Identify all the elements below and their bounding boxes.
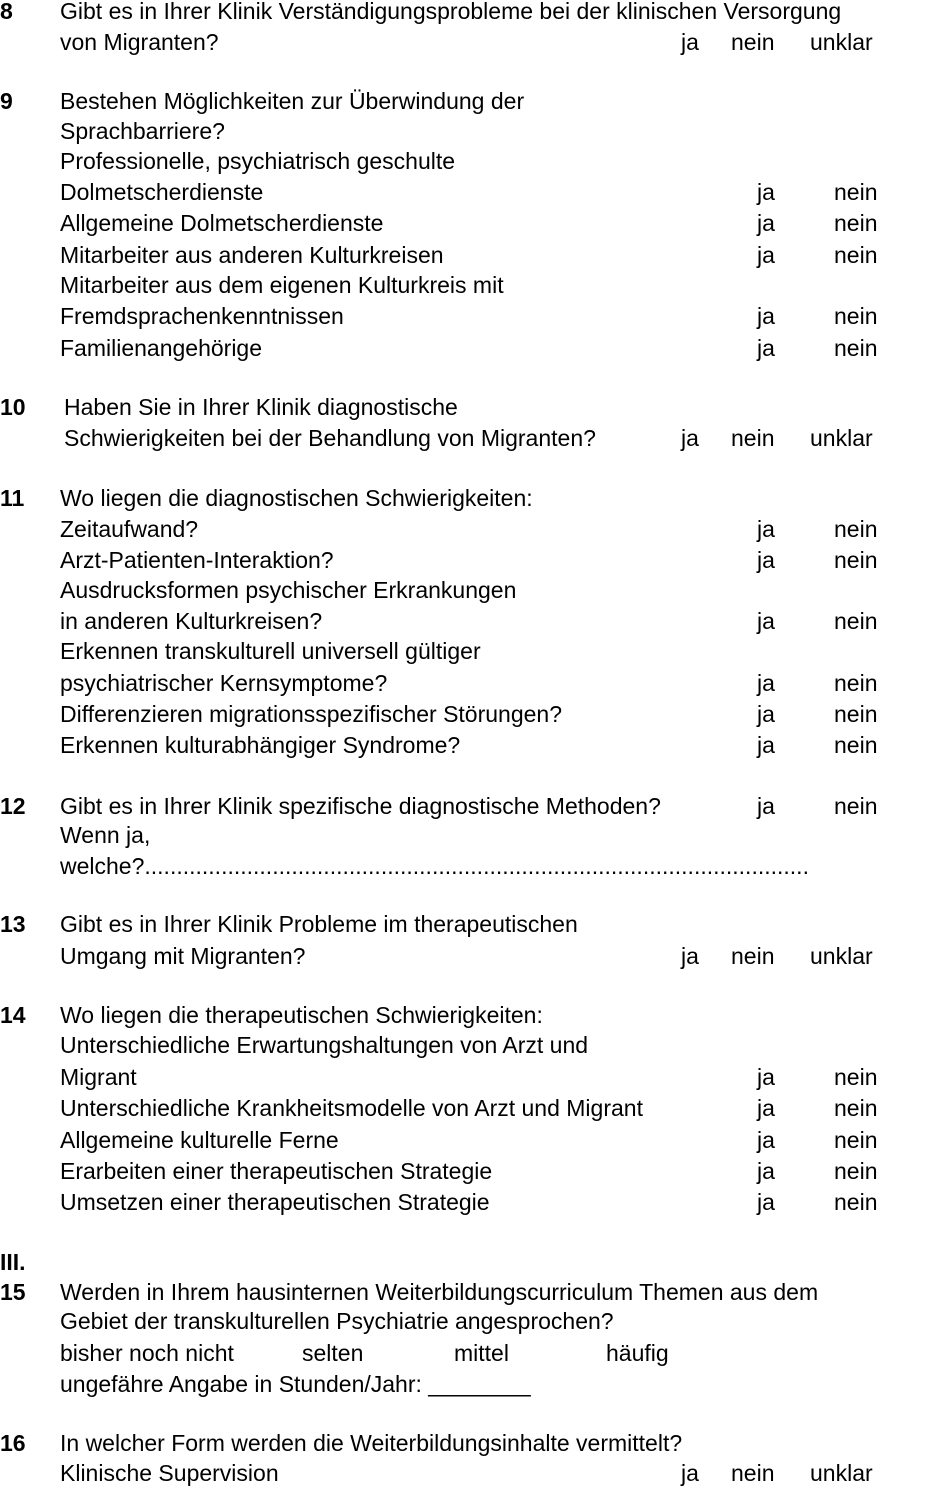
option-unklar[interactable]: unklar — [810, 29, 873, 55]
item-text: Allgemeine kulturelle Ferne — [60, 1127, 339, 1153]
item-text: Erkennen transkulturell universell gültiger — [60, 638, 481, 664]
question-number: 14 — [0, 1002, 26, 1028]
answer-field[interactable]: welche?........................................................................................................ — [60, 853, 809, 879]
option-ja[interactable]: ja — [757, 1064, 775, 1090]
option-bisher-noch-nicht[interactable]: bisher noch nicht — [60, 1340, 234, 1366]
item-text: Professionelle, psychiatrisch geschulte — [60, 148, 456, 174]
item-text: Erarbeiten einer therapeutischen Strategie — [60, 1158, 493, 1184]
item-text: Unterschiedliche Erwartungshaltungen von Arzt und — [60, 1032, 589, 1058]
question-number: 8 — [0, 0, 13, 24]
item-text: Migrant — [60, 1064, 137, 1090]
item-text: Ausdrucksformen psychischer Erkrankungen — [60, 577, 517, 603]
option-nein[interactable]: nein — [834, 608, 878, 634]
option-unklar[interactable]: unklar — [810, 1460, 873, 1486]
option-nein[interactable]: nein — [731, 29, 775, 55]
option-nein[interactable]: nein — [731, 425, 775, 451]
question-text: Wenn ja, — [60, 822, 151, 848]
option-ja[interactable]: ja — [757, 242, 775, 268]
option-ja[interactable]: ja — [757, 179, 775, 205]
section-heading: III. — [0, 1249, 26, 1275]
option-ja[interactable]: ja — [757, 335, 775, 361]
option-ja[interactable]: ja — [681, 29, 699, 55]
question-text: von Migranten? — [60, 29, 219, 55]
item-text: Arzt-Patienten-Interaktion? — [60, 547, 334, 573]
option-nein[interactable]: nein — [731, 943, 775, 969]
option-nein[interactable]: nein — [834, 1189, 878, 1215]
question-number: 16 — [0, 1430, 26, 1456]
option-ja[interactable]: ja — [757, 1158, 775, 1184]
item-text: Unterschiedliche Krankheitsmodelle von Arzt und Migrant — [60, 1095, 643, 1121]
option-nein[interactable]: nein — [834, 335, 878, 361]
option-nein[interactable]: nein — [834, 303, 878, 329]
question-number: 12 — [0, 793, 26, 819]
option-nein[interactable]: nein — [834, 732, 878, 758]
option-nein[interactable]: nein — [731, 1460, 775, 1486]
option-ja[interactable]: ja — [757, 793, 775, 819]
question-number: 13 — [0, 911, 26, 937]
item-text: Mitarbeiter aus dem eigenen Kulturkreis mit — [60, 272, 504, 298]
question-number: 9 — [0, 88, 13, 114]
option-unklar[interactable]: unklar — [810, 943, 873, 969]
option-ja[interactable]: ja — [757, 670, 775, 696]
option-ja[interactable]: ja — [757, 303, 775, 329]
option-ja[interactable]: ja — [681, 1460, 699, 1486]
question-number: 11 — [0, 485, 25, 511]
option-unklar[interactable]: unklar — [810, 425, 873, 451]
question-text: Bestehen Möglichkeiten zur Überwindung der — [60, 88, 525, 114]
question-text: Gibt es in Ihrer Klinik Probleme im therapeutischen — [60, 911, 578, 937]
hours-field[interactable]: ungefähre Angabe in Stunden/Jahr: ________ — [60, 1371, 531, 1397]
item-text: Allgemeine Dolmetscherdienste — [60, 210, 384, 236]
item-text: psychiatrischer Kernsymptome? — [60, 670, 388, 696]
option-ja[interactable]: ja — [757, 701, 775, 727]
option-ja[interactable]: ja — [757, 210, 775, 236]
item-text: Familienangehörige — [60, 335, 263, 361]
question-text: Schwierigkeiten bei der Behandlung von Migranten? — [64, 425, 596, 451]
option-mittel[interactable]: mittel — [454, 1340, 509, 1366]
item-text: Klinische Supervision — [60, 1460, 279, 1486]
option-nein[interactable]: nein — [834, 210, 878, 236]
question-text: Gibt es in Ihrer Klinik Verständigungsprobleme bei der klinischen Versorgung — [60, 0, 842, 24]
option-ja[interactable]: ja — [757, 516, 775, 542]
item-text: Erkennen kulturabhängiger Syndrome? — [60, 732, 461, 758]
option-nein[interactable]: nein — [834, 516, 878, 542]
option-ja[interactable]: ja — [681, 943, 699, 969]
option-ja[interactable]: ja — [757, 1127, 775, 1153]
option-ja[interactable]: ja — [757, 1189, 775, 1215]
option-haeufig[interactable]: häufig — [606, 1340, 669, 1366]
option-ja[interactable]: ja — [757, 732, 775, 758]
item-text: Dolmetscherdienste — [60, 179, 264, 205]
option-ja[interactable]: ja — [757, 1095, 775, 1121]
option-nein[interactable]: nein — [834, 547, 878, 573]
option-nein[interactable]: nein — [834, 793, 878, 819]
option-ja[interactable]: ja — [757, 547, 775, 573]
option-ja[interactable]: ja — [757, 608, 775, 634]
option-nein[interactable]: nein — [834, 179, 878, 205]
question-text: In welcher Form werden die Weiterbildungsinhalte vermittelt? — [60, 1430, 683, 1456]
item-text: Differenzieren migrationsspezifischer Störungen? — [60, 701, 563, 727]
option-selten[interactable]: selten — [302, 1340, 364, 1366]
question-text: Gibt es in Ihrer Klinik spezifische diagnostische Methoden? — [60, 793, 661, 819]
option-nein[interactable]: nein — [834, 670, 878, 696]
item-text: in anderen Kulturkreisen? — [60, 608, 323, 634]
question-number: 15 — [0, 1279, 26, 1305]
item-text: Umsetzen einer therapeutischen Strategie — [60, 1189, 490, 1215]
option-nein[interactable]: nein — [834, 1095, 878, 1121]
question-text: Wo liegen die therapeutischen Schwierigkeiten: — [60, 1002, 543, 1028]
item-text: Fremdsprachenkenntnissen — [60, 303, 344, 329]
question-text: Gebiet der transkulturellen Psychiatrie angesprochen? — [60, 1308, 614, 1334]
question-text: Haben Sie in Ihrer Klinik diagnostische — [64, 394, 458, 420]
question-text: Werden in Ihrem hausinternen Weiterbildungscurriculum Themen aus dem — [60, 1279, 819, 1305]
option-nein[interactable]: nein — [834, 1158, 878, 1184]
option-ja[interactable]: ja — [681, 425, 699, 451]
option-nein[interactable]: nein — [834, 1127, 878, 1153]
question-number: 10 — [0, 394, 26, 420]
option-nein[interactable]: nein — [834, 242, 878, 268]
question-text: Sprachbarriere? — [60, 118, 225, 144]
option-nein[interactable]: nein — [834, 701, 878, 727]
item-text: Mitarbeiter aus anderen Kulturkreisen — [60, 242, 444, 268]
item-text: Zeitaufwand? — [60, 516, 199, 542]
question-text: Wo liegen die diagnostischen Schwierigkeiten: — [60, 485, 533, 511]
option-nein[interactable]: nein — [834, 1064, 878, 1090]
question-text: Umgang mit Migranten? — [60, 943, 306, 969]
